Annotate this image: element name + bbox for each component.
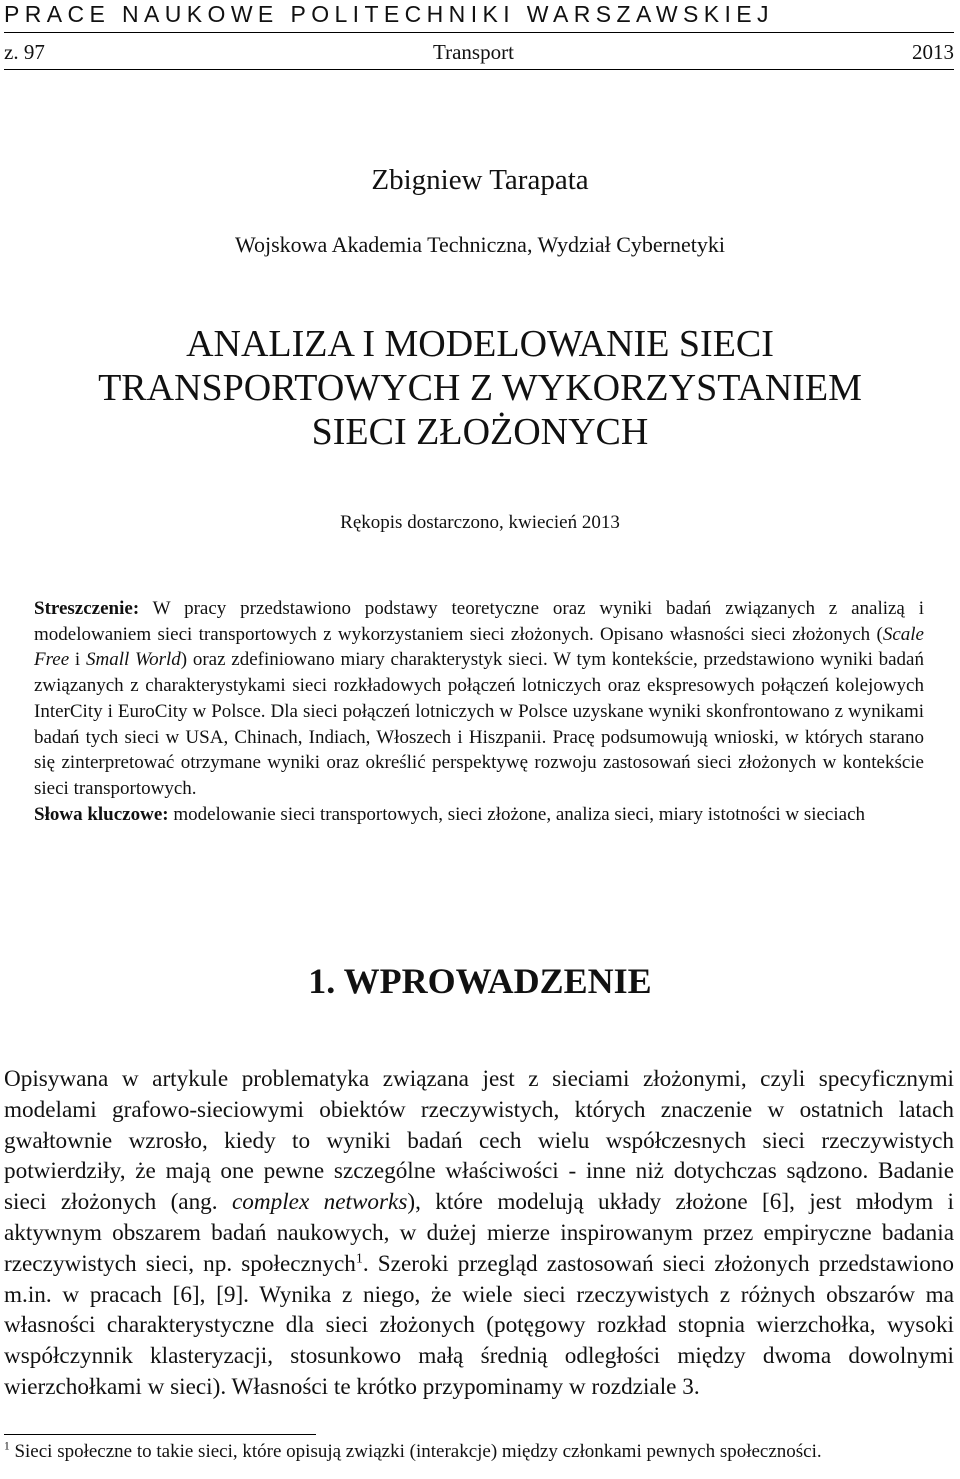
body-text-run: ), które modelują układy złożone [6], jest młodym i aktywnym obszarem badań naukowych, w dużej mierze inspirowanym przez empiryczne badania rzeczywistych sieci, np. społecznych bbox=[4, 1189, 954, 1277]
received-date: Rękopis dostarczono, kwiecień 2013 bbox=[340, 512, 620, 533]
issue-year: 2013 bbox=[912, 40, 954, 64]
body-paragraph bbox=[4, 1064, 954, 1403]
abstract-term: Small World bbox=[85, 649, 181, 671]
abstract bbox=[34, 596, 924, 827]
keywords-paragraph bbox=[34, 802, 924, 828]
footnote-text: Sieci społeczne to takie sieci, które opisują związki (interakcje) między członkami pewnych społeczności. bbox=[9, 1441, 822, 1462]
body-text-run: Opisywana w artykule problematyka związana jest z sieciami złożonymi, czyli specyficznymi modelami grafowo-sieciowymi obiektów rzeczywistych, których znaczenie w ostatnich latach gwałtownie wzrosło, kiedy to wyniki badań cech wielu współczesnych sieci rzeczywistych potwierdziły, że mają one pewne szczególne właściwości - inne niż dotychczas sądzono. Badanie sieci złożonych (ang. bbox=[4, 1066, 954, 1216]
footnote-rule bbox=[4, 1434, 316, 1435]
header-rule-bottom bbox=[4, 69, 954, 70]
title-line: ANALIZA I MODELOWANIE SIECI bbox=[186, 323, 774, 365]
abstract-text: ) oraz zdefiniowano miary charakterystyk sieci. W tym kontekście, przedstawiono wyniki badań związanych z charakterystykami sieci rozkładowych połączeń lotniczych oraz ekspresowych połączeń kolejowych InterCity i EuroCity w Polsce. Dla sieci połączeń lotniczych w Polsce uzyskane wyniki skonfrontowano z wynikami badań tych sieci w USA, Chinach, Indiach, Włoszech i Hiszpanii. Pracę podsumowują wnioski, w których starano się zinterpretować otrzymane wyniki oraz określić perspektywę rozwoju zastosowań sieci złożonych w kontekście sieci transportowych. bbox=[34, 649, 924, 799]
title-line: TRANSPORTOWYCH Z WYKORZYSTANIEM bbox=[98, 367, 862, 409]
abstract-term: Scale Free bbox=[34, 623, 924, 671]
title-line: SIECI ZŁOŻONYCH bbox=[311, 411, 649, 453]
abstract-text: W pracy przedstawiono podstawy teoretyczne oraz wyniki badań związanych z analizą i modelowaniem sieci transportowych z wykorzystaniem sieci złożonych. Opisano własności sieci złożonych ( bbox=[34, 598, 924, 645]
journal-category: Transport bbox=[433, 40, 514, 64]
footnote-ref[interactable]: 1 bbox=[355, 1251, 363, 1267]
body-term: complex networks bbox=[231, 1189, 408, 1216]
keywords-text: modelowanie sieci transportowych, sieci złożone, analiza sieci, miary istotności w sieciach bbox=[168, 803, 866, 825]
issue-line bbox=[4, 38, 954, 66]
abstract-text: i bbox=[69, 649, 86, 671]
header-rule-top bbox=[4, 32, 954, 33]
abstract-paragraph bbox=[34, 596, 924, 802]
section-heading: 1. WPROWADZENIE bbox=[308, 961, 652, 1001]
author-name: Zbigniew Tarapata bbox=[371, 164, 589, 196]
abstract-label: Streszczenie: bbox=[34, 598, 140, 619]
author-affiliation: Wojskowa Akademia Techniczna, Wydział Cybernetyki bbox=[234, 232, 725, 257]
body-text-run: . Szeroki przegląd zastosowań sieci złożonych przedstawiono m.in. w pracach [6], [9]. Wynika z niego, że wiele sieci rzeczywistych z różnych obszarów ma własności charakterystyczne dla sieci złożonych (potęgowy rozkład stopnia wierzchołka, wysoki współczynnik klasteryzacji, stosunkowo małą średnią odległości między dwoma dowolnymi wierzchołkami w sieci). Własności te krótko przypominamy w rozdziale 3. bbox=[4, 1250, 954, 1400]
footnote bbox=[4, 1440, 954, 1464]
article-title bbox=[0, 322, 960, 454]
body-text bbox=[4, 1064, 954, 1403]
keywords-label: Słowa kluczowe: bbox=[34, 803, 169, 825]
footnote-mark: 1 bbox=[4, 1440, 10, 1453]
journal-series-title: PRACE NAUKOWE POLITECHNIKI WARSZAWSKIEJ bbox=[4, 1, 774, 27]
issue-number: z. 97 bbox=[4, 40, 45, 64]
